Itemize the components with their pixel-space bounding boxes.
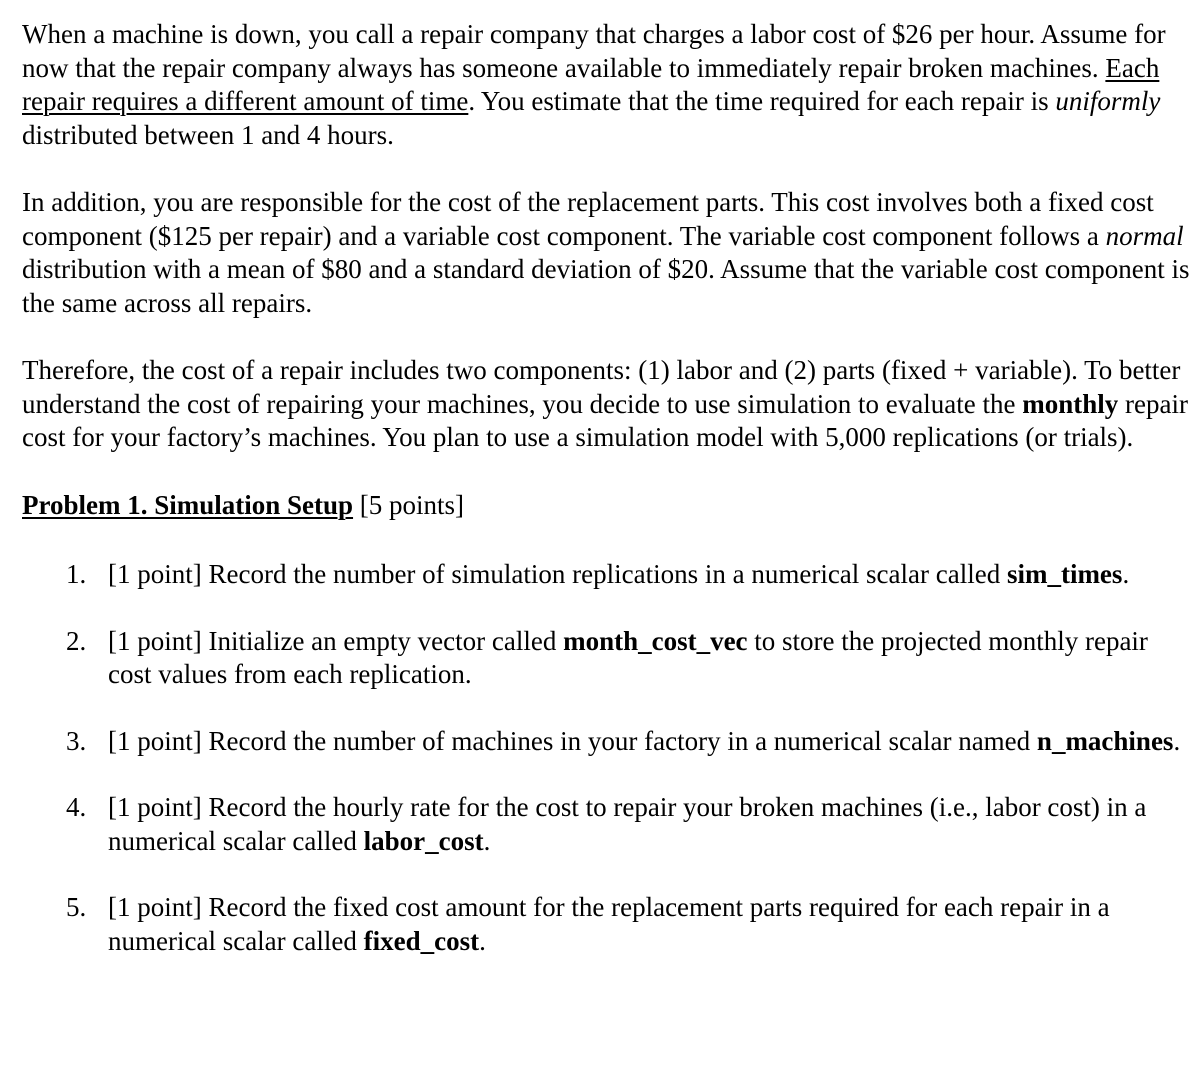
list-item [22,791,1192,858]
paragraph-simulation [22,354,1192,455]
problem-title: Problem 1. Simulation Setup [22,489,354,520]
text-span: When a machine is down, you call a repair company that charges a labor cost of $26 per hour. Assume for now that the repair company always has someone available to immediately repair broken machines. [22,19,1166,83]
item-number: 1. [66,559,87,589]
bold-text: monthly [1022,388,1119,419]
task-list [22,558,1192,958]
paragraph-parts-cost [22,186,1192,320]
item-number: 3. [66,725,87,756]
text-span: [1 point] Record the number of simulation replications in a numerical scalar called [108,559,1007,589]
text-span: Therefore, the cost of a repair includes two components: (1) labor and (2) parts (fixed + variable). To better understand the cost of repairing your machines, you decide to use simulation to evaluate the [22,355,1181,419]
underlined-text: Each repair requires a different amount of time [22,52,1160,116]
text-span: . [1173,725,1181,756]
text-span: [1 point] Record the number of machines in your factory in a numerical scalar named [108,725,1037,756]
text-span: distributed between 1 and 4 hours. [22,119,394,150]
text-span: [1 point] Initialize an empty vector called [108,625,564,656]
bold-text: month_cost_vec [563,625,748,656]
text-span: In addition, you are responsible for the cost of the replacement parts. This cost involves both a fixed cost component ($125 per repair) and a variable cost component. The variable cost component follows a [22,187,1154,251]
problem-points: [5 points] [353,489,465,520]
text-span: distribution with a mean of $80 and a standard deviation of $20. Assume that the variable cost component is the same across all repairs. [22,254,1190,318]
text-span: [1 point] Record the fixed cost amount for the replacement parts required for each repair in a numerical scalar called [108,892,1110,956]
text-span: to store the projected monthly repair cost values from each replication. [108,625,1148,689]
list-item [22,558,1192,592]
text-span: . [479,925,486,956]
problem-heading [22,489,1192,523]
text-span: [1 point] Record the hourly rate for the cost to repair your broken machines (i.e., labor cost) in a numerical scalar called [108,792,1147,856]
italic-text: normal [1105,220,1184,251]
list-item [22,891,1192,958]
bold-text: sim_times [1006,559,1123,589]
bold-text: labor_cost [363,825,484,856]
list-item [22,625,1192,692]
item-number: 4. [66,792,87,822]
bold-text: fixed_cost [363,925,480,956]
text-span: . [483,825,491,856]
item-number: 5. [66,892,87,922]
document-page [22,18,1192,991]
text-span: . [1122,559,1130,589]
bold-text: n_machines [1036,725,1174,756]
text-span: repair cost for your factory’s machines. You plan to use a simulation model with 5,000 replications (or trials). [22,388,1188,452]
item-number: 2. [66,625,87,656]
list-item [22,725,1192,759]
paragraph-labor-cost [22,18,1192,152]
italic-text: uniformly [1055,86,1161,116]
text-span: . You estimate that the time required for each repair is [468,86,1056,116]
